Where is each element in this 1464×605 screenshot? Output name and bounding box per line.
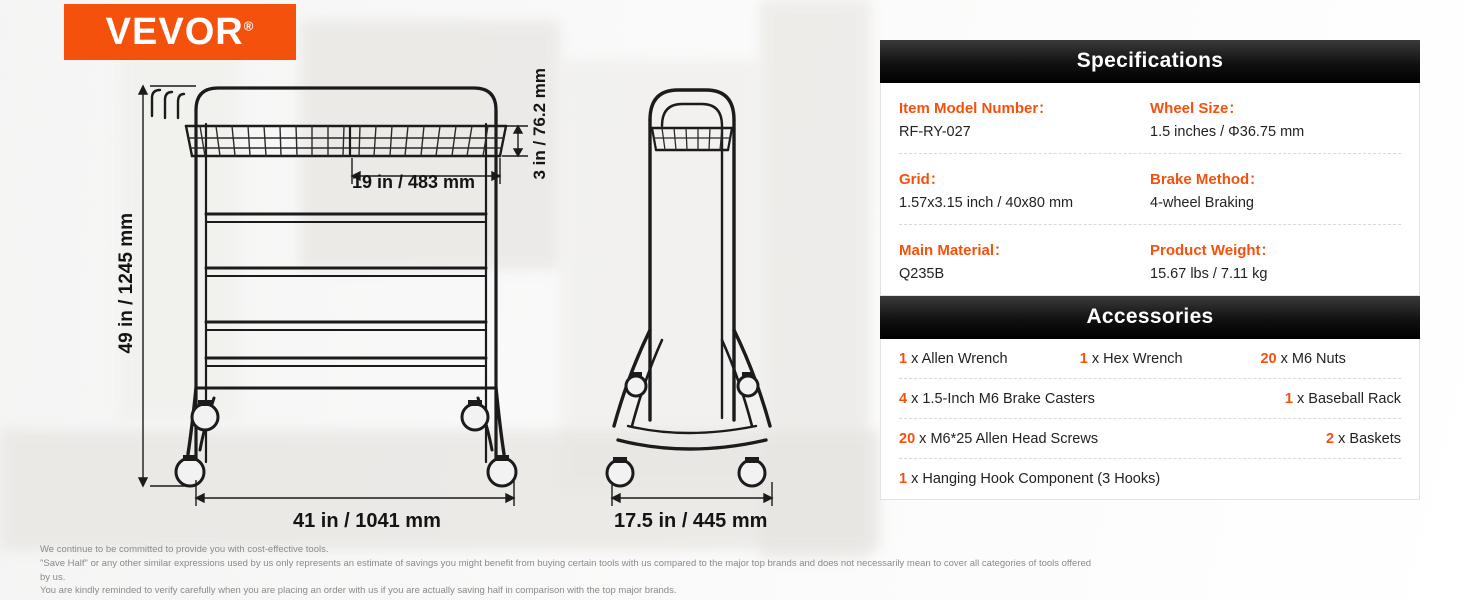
spec-cell xyxy=(1150,239,1401,282)
accessory-row xyxy=(899,379,1401,419)
info-panel xyxy=(880,40,1420,500)
accessory-name: x Hanging Hook Component (3 Hooks) xyxy=(911,471,1161,487)
disclaimer-line-2: "Save Half" or any other similar expressions used by us only represents an estimate of savings you might benefit from buying certain tools with us compared to the major top brands and does not necessarily mean to cover all categories of tools offered by us. xyxy=(40,557,1092,583)
accessory-row xyxy=(899,339,1401,379)
accessories-header: Accessories xyxy=(880,296,1420,339)
accessory-item xyxy=(1260,351,1401,367)
accessory-item xyxy=(1326,431,1401,447)
spec-value: 1.57x3.15 inch / 40x80 mm xyxy=(899,195,1074,211)
accessory-qty: 1 xyxy=(899,350,908,367)
spec-cell xyxy=(1150,97,1401,140)
specifications-table xyxy=(880,83,1420,296)
accessory-qty: 1 xyxy=(899,471,908,487)
spec-key: Main Material： xyxy=(899,242,1010,259)
accessory-qty: 1 xyxy=(1284,390,1293,407)
accessory-qty: 20 xyxy=(1260,350,1277,367)
accessory-name: x Allen Wrench xyxy=(911,350,1008,367)
caster-wheels-front xyxy=(176,400,516,486)
brand-logo-text xyxy=(106,13,255,51)
accessory-qty: 4 xyxy=(899,390,908,407)
accessory-name: x 1.5-Inch M6 Brake Casters xyxy=(911,390,1095,407)
spec-value: RF-RY-027 xyxy=(899,124,971,140)
accessory-name: x Hex Wrench xyxy=(1091,350,1183,367)
accessory-item xyxy=(1285,391,1401,407)
spec-cell xyxy=(899,239,1150,282)
spec-value: 4-wheel Braking xyxy=(1150,195,1254,211)
spec-cell xyxy=(899,97,1150,140)
accessory-qty: 20 xyxy=(899,430,916,447)
spec-key: Grid： xyxy=(899,171,945,188)
spec-cell xyxy=(899,168,1150,211)
accessory-item xyxy=(1080,351,1261,367)
spec-key: Product Weight： xyxy=(1150,242,1276,259)
accessory-item xyxy=(899,391,1285,407)
accessory-item xyxy=(899,431,1326,447)
brand-logo xyxy=(64,4,296,60)
accessory-name: x M6 Nuts xyxy=(1280,350,1346,367)
accessory-item xyxy=(899,351,1080,367)
accessories-table xyxy=(880,339,1420,500)
accessory-row xyxy=(899,459,1401,499)
spec-key: Wheel Size： xyxy=(1150,100,1244,117)
spec-row xyxy=(899,83,1401,154)
dimension-label-depth: 17.5 in / 445 mm xyxy=(614,510,768,532)
brand-registered-mark: ® xyxy=(243,18,255,34)
spec-value: Q235B xyxy=(899,266,945,282)
accessory-name: x M6*25 Allen Head Screws xyxy=(919,430,1099,447)
spec-key: Item Model Number： xyxy=(899,100,1054,117)
specifications-header: Specifications xyxy=(880,40,1420,83)
dimension-label-height: 49 in / 1245 mm xyxy=(116,213,137,354)
dimension-label-basket-height: 3 in / 76.2 mm xyxy=(530,68,549,180)
spec-row xyxy=(899,225,1401,295)
spec-row xyxy=(899,154,1401,225)
accessory-qty: 1 xyxy=(1079,350,1088,367)
dimension-label-width: 41 in / 1041 mm xyxy=(293,510,441,532)
spec-value: 1.5 inches / Φ36.75 mm xyxy=(1150,124,1305,140)
dimension-label-basket-width: 19 in / 483 mm xyxy=(352,172,476,192)
accessory-item xyxy=(899,471,1401,487)
disclaimer-line-1: We continue to be committed to provide you with cost-effective tools. xyxy=(40,544,329,555)
spec-cell xyxy=(1150,168,1401,211)
accessory-name: x Baskets xyxy=(1338,430,1401,447)
accessory-qty: 2 xyxy=(1326,430,1335,447)
spec-value: 15.67 lbs / 7.11 kg xyxy=(1150,266,1268,282)
disclaimer-line-3: You are kindly reminded to verify carefully when you are placing an order with us if you are actually saving half in comparison with the top major brands. xyxy=(40,585,677,597)
accessory-row xyxy=(899,419,1401,459)
accessory-name: x Baseball Rack xyxy=(1297,390,1401,407)
spec-key: Brake Method： xyxy=(1150,171,1265,188)
disclaimer xyxy=(40,543,1100,598)
brand-name: VEVOR xyxy=(105,11,244,53)
